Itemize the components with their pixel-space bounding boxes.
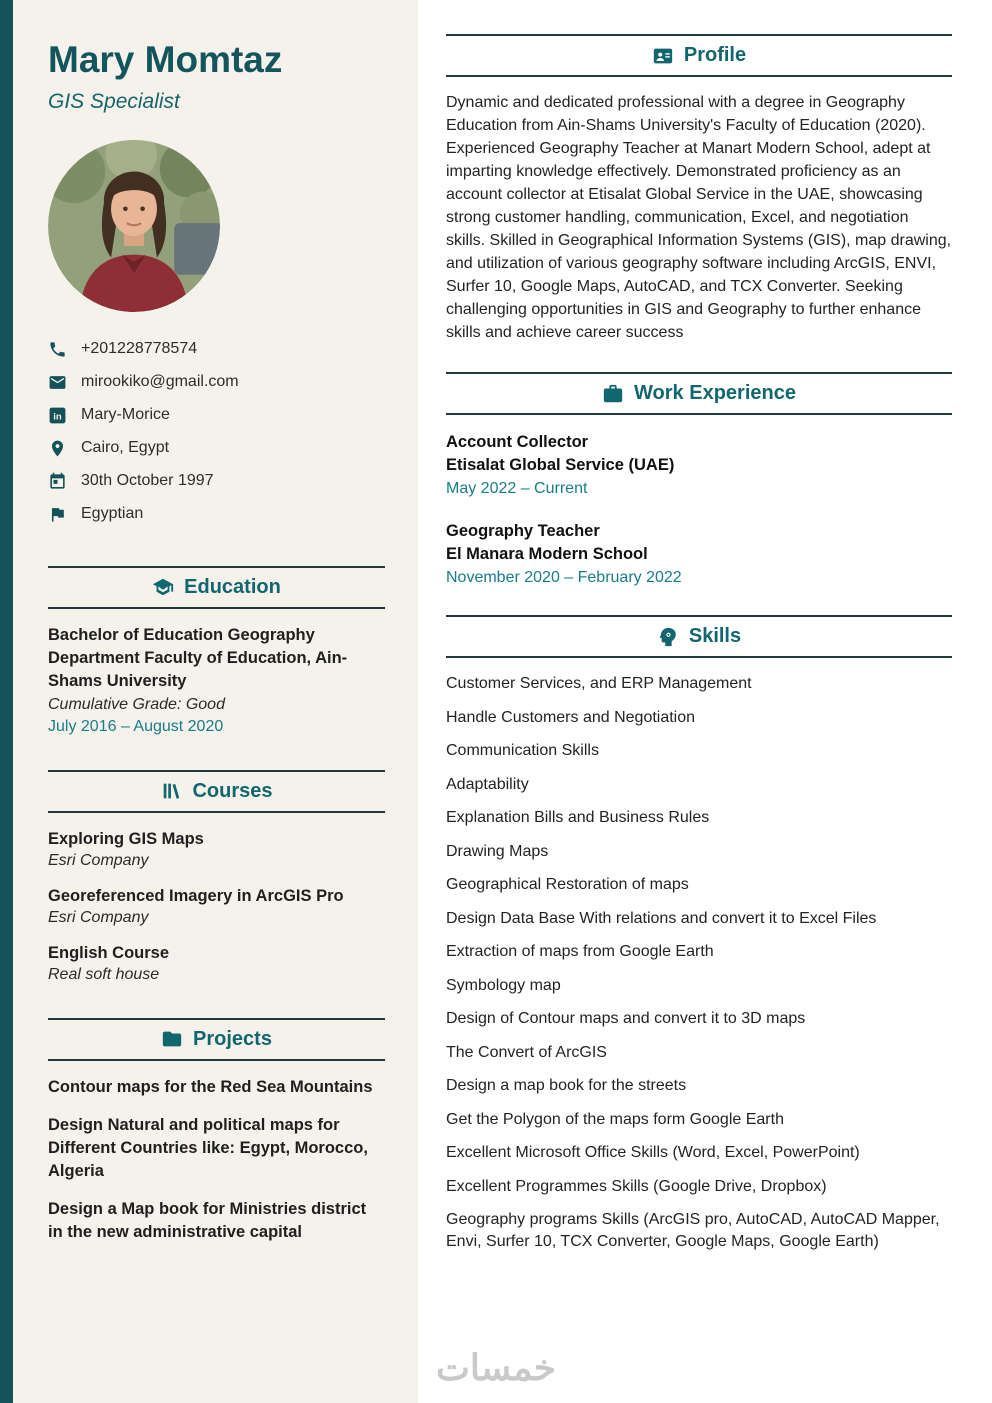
courses-section-header [48, 770, 385, 813]
job-company: El Manara Modern School [446, 545, 648, 563]
flag-icon [48, 505, 67, 524]
skill-item: Symbology map [446, 976, 561, 994]
contact-nationality-text: Egyptian [81, 505, 144, 523]
contact-birthdate-text: 30th October 1997 [81, 472, 214, 490]
contact-location [48, 439, 385, 458]
head-gear-icon [657, 626, 679, 648]
skill-item: Excellent Programmes Skills (Google Drive, Dropbox) [446, 1177, 827, 1195]
profile-summary: Dynamic and dedicated professional with a degree in Geography Education from Ain-Shams University's Faculty of Education (2020). Experienced Geography Teacher at Manart Modern School, adept at imparting knowledge effectively. Demonstrated proficiency as an account collector at Etisalat Global Service in the UAE, showcasing strong customer handling, communication, Excel, and negotiation skills. Skilled in Geographical Information Systems (GIS), map drawing, and utilization of various geography software including ArcGIS, ENVI, Surfer 10, Google Maps, AutoCAD, and TCX Converter. Seeking challenging opportunities in GIS and Geography to further enhance skills and achieve career success [446, 94, 952, 341]
person-job-title: GIS Specialist [48, 89, 180, 113]
contact-location-text: Cairo, Egypt [81, 439, 170, 457]
course-provider: Esri Company [48, 908, 149, 926]
course-provider: Real soft house [48, 965, 160, 983]
contact-phone-text: +201228778574 [81, 340, 198, 358]
job-company: Etisalat Global Service (UAE) [446, 456, 675, 474]
folder-icon [161, 1028, 183, 1050]
courses-heading: Courses [192, 779, 273, 802]
svg-text:in: in [53, 411, 62, 423]
skills-list [446, 673, 952, 1253]
left-accent-bar [0, 0, 13, 1403]
course-item [48, 942, 385, 984]
education-degree: Bachelor of Education Geography Department Faculty of Education, Ain-Shams University [48, 625, 348, 690]
contact-email [48, 373, 385, 392]
course-provider: Esri Company [48, 851, 149, 869]
work-heading: Work Experience [634, 382, 796, 404]
project-item: Design a Map book for Ministries district in the new administrative capital [48, 1199, 367, 1241]
skill-item: Extraction of maps from Google Earth [446, 943, 714, 960]
skills-heading: Skills [688, 625, 742, 647]
skill-item: Adaptability [446, 775, 529, 793]
projects-section-header [48, 1018, 385, 1061]
avatar [48, 140, 220, 312]
skill-item: Geographical Restoration of maps [446, 876, 689, 893]
books-icon [160, 780, 182, 802]
projects-section [48, 1018, 385, 1244]
skills-section [446, 615, 952, 1253]
skill-item: Customer Services, and ERP Management [446, 675, 752, 692]
skill-item: Design of Contour maps and convert it to 3D maps [446, 1010, 806, 1027]
id-card-icon [652, 45, 674, 67]
course-item [48, 885, 385, 927]
skill-item: The Convert of ArcGIS [446, 1043, 607, 1061]
work-entry [446, 431, 952, 498]
location-pin-icon [48, 439, 67, 458]
education-section [48, 566, 385, 736]
work-entry [446, 520, 952, 587]
job-dates: May 2022 – Current [446, 480, 588, 497]
main-column [418, 0, 992, 1403]
education-section-header [48, 566, 385, 609]
courses-section [48, 770, 385, 984]
khamsat-watermark: خمسات [435, 1347, 557, 1388]
course-item [48, 828, 385, 870]
course-title: Exploring GIS Maps [48, 829, 204, 848]
education-dates: July 2016 – August 2020 [48, 717, 224, 735]
course-title: English Course [48, 943, 170, 962]
briefcase-icon [602, 383, 624, 405]
job-role: Geography Teacher [446, 522, 600, 540]
person-name: Mary Momtaz [48, 39, 283, 80]
course-title: Georeferenced Imagery in ArcGIS Pro [48, 886, 344, 905]
skill-item: Get the Polygon of the maps form Google Earth [446, 1110, 784, 1128]
project-item: Design Natural and political maps for Different Countries like: Egypt, Morocco, Algeria [48, 1115, 368, 1180]
education-grade: Cumulative Grade: Good [48, 695, 225, 713]
phone-icon [48, 340, 67, 359]
graduation-cap-icon [152, 576, 174, 598]
skill-item: Design a map book for the streets [446, 1077, 687, 1094]
contact-list [48, 340, 385, 524]
skill-item: Excellent Microsoft Office Skills (Word, Excel, PowerPoint) [446, 1144, 860, 1161]
profile-heading: Profile [683, 44, 747, 66]
contact-phone [48, 340, 385, 359]
skill-item: Explanation Bills and Business Rules [446, 809, 710, 826]
contact-linkedin-text: Mary-Morice [81, 406, 170, 424]
work-experience-section [446, 372, 952, 587]
education-heading: Education [184, 575, 281, 598]
contact-nationality [48, 505, 385, 524]
work-section-header [446, 372, 952, 415]
skill-item: Drawing Maps [446, 842, 549, 860]
skill-item: Geography programs Skills (ArcGIS pro, AutoCAD, AutoCAD Mapper, Envi, Surfer 10, TCX Converter, Google Maps, Google Earth) [446, 1211, 940, 1250]
linkedin-icon [48, 406, 67, 425]
profile-section-header [446, 34, 952, 77]
job-dates: November 2020 – February 2022 [446, 569, 682, 586]
sidebar [13, 0, 418, 1403]
profile-photo [48, 140, 220, 312]
contact-linkedin [48, 406, 385, 425]
contact-email-text: mirookiko@gmail.com [81, 373, 239, 391]
profile-section [446, 34, 952, 344]
job-role: Account Collector [446, 433, 589, 451]
projects-heading: Projects [193, 1027, 272, 1050]
calendar-icon [48, 472, 67, 491]
skills-section-header [446, 615, 952, 658]
skill-item: Communication Skills [446, 742, 599, 759]
email-icon [48, 373, 67, 392]
skill-item: Handle Customers and Negotiation [446, 708, 696, 726]
contact-birthdate [48, 472, 385, 491]
project-item: Contour maps for the Red Sea Mountains [48, 1077, 373, 1096]
skill-item: Design Data Base With relations and convert it to Excel Files [446, 909, 877, 927]
